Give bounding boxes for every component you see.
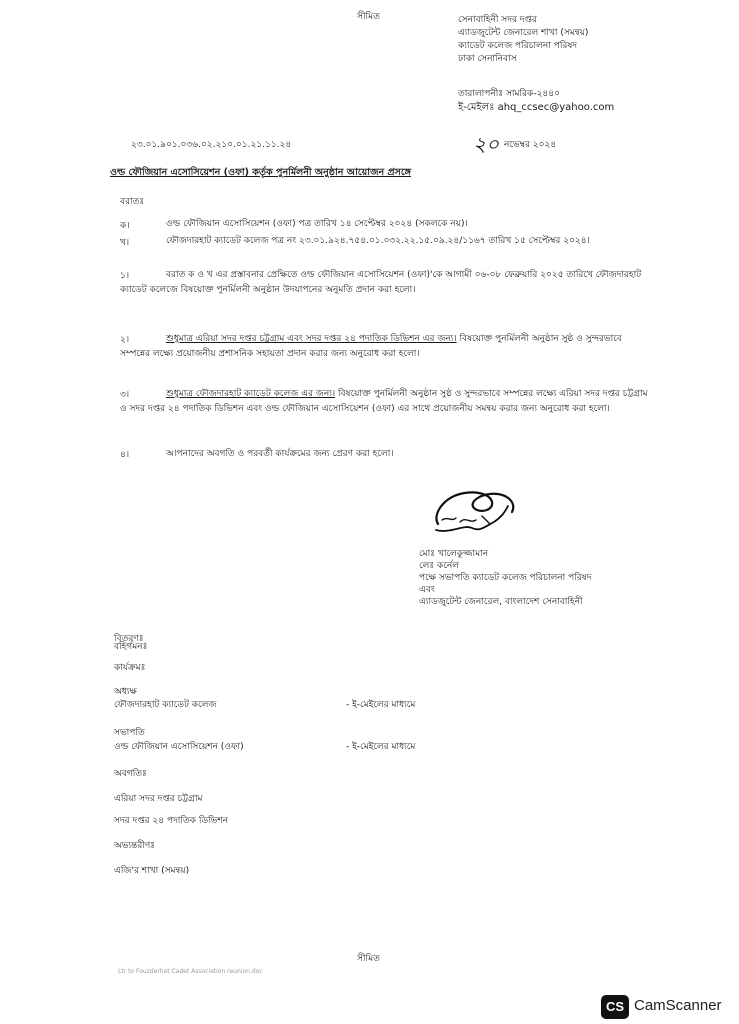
action-label: কার্যক্রমঃ	[114, 663, 146, 673]
handwritten-signature	[430, 484, 522, 542]
action-via: - ই-মেইলের মাধ্যমে	[346, 742, 416, 752]
paragraph-marker: ২।	[120, 335, 130, 345]
paragraph-marker: ৪।	[120, 450, 130, 460]
info-label: অবগতিঃ	[114, 769, 147, 779]
subject-line: ওল্ড ফৌজিয়ান এসোসিয়েশন (ওফা) কর্তৃক পুনর্মিলনী অনুষ্ঠান আয়োজন প্রসঙ্গে	[110, 167, 411, 178]
internal-item: এজি'র শাখা (সমন্বয়)	[114, 866, 190, 876]
paragraph-2-lead: শুধুমাত্র এরিয়া সদর দপ্তর চট্টগ্রাম এবং সদর দপ্তর ২৪ পদাতিক ডিভিশন এর জন্য।	[166, 334, 457, 344]
date-month-year: নভেম্বর ২০২৪	[504, 140, 557, 150]
paragraph-1: বরাত ক ও খ এর প্রস্তাবনার প্রেক্ষিতে ওল্ড ফৌজিয়ান এসোসিয়েশন (ওফা)'কে আগামী ০৬-০৮ ফেব্রুয়ারি ২০২৫ তারিখে ফৌজদারহাট ক্যাডেট কলেজে বিষয়োক্ত পুনর্মিলনী অনুষ্ঠান উদযাপনের অনুমতি প্রদান করা হলো।	[120, 270, 642, 295]
sender-line: এ্যাডজুটেন্ট জেনারেল শাখা (সমন্বয়)	[458, 28, 589, 38]
paragraph-2-body: বিষয়োক্ত পুনর্মিলনী অনুষ্ঠান সুষ্ঠ ও সুন্দরভাবে সম্পন্নের লক্ষ্যে প্রয়োজনীয় প্রশাসনিক সহায়তা প্রদান করার জন্য অনুরোধ করা হলো।	[120, 334, 622, 359]
signatory-rank: লেঃ কর্নেল	[419, 561, 460, 571]
camscanner-label: CamScanner	[634, 997, 722, 1014]
action-name: ফৌজদারহাট ক্যাডেট কলেজ	[114, 700, 217, 710]
action-title: অধ্যক্ষ	[114, 687, 137, 697]
references-label: বরাতঃ	[120, 197, 145, 207]
reference-text: ওল্ড ফৌজিয়ান এসোসিয়েশন (ওফা) পত্র তারিখ ১৪ সেপ্টেম্বর ২০২৪ (সকলকে নয়)।	[166, 219, 468, 229]
paragraph-3-body: বিষয়োক্ত পুনর্মিলনী অনুষ্ঠান সুষ্ঠ ও সুন্দরভাবে সম্পন্নের লক্ষ্যে এরিয়া সদর দপ্তর চট্টগ্রাম ও সদর দপ্তর ২৪ পদাতিক ডিভিশন এবং ওল্ড ফৌজিয়ান এসোসিয়েশন (ওফা) এর সাথে প্রয়োজনীয় সমন্বয় করার জন্য অনুরোধ করা হলো।	[120, 389, 648, 414]
sender-line: ক্যাডেট কলেজ পরিচালনা পরিষদ	[458, 41, 578, 51]
classification-top: সীমিত	[357, 12, 380, 22]
external-label-text: বহির্গমনঃ	[114, 642, 148, 652]
signatory-name: মোঃ খালেকুজ্জামান	[419, 549, 489, 559]
paragraph-marker: ১।	[120, 271, 130, 281]
signature-block	[419, 548, 591, 608]
footer-file-reference: Ltr to Fouzderhat Cadet Association reunion.doc	[118, 968, 263, 975]
reference-text: ফৌজদারহাট ক্যাডেট কলেজ পত্র নং ২৩.০১.৯২৪.৭৫৪.০১.০৩২.২২.১৫.০৯.২৪/১১৬৭ তারিখ ১৫ সেপ্টেম্বর ২০২৪।	[166, 236, 590, 246]
paragraph-3-lead: শুধুমাত্র ফৌজদারহাট ক্যাডেট কলেজ এর জন্য।	[166, 389, 336, 399]
date-day-handwritten: ২০	[473, 132, 500, 156]
reference-number: ২৩.০১.৯০১.০৩৬.০২.২১০.০১.২১.১১.২৪	[131, 140, 292, 150]
signatory-line: এবং	[419, 585, 435, 595]
paragraph-3	[120, 387, 650, 417]
action-via: - ই-মেইলের মাধ্যমে	[346, 700, 416, 710]
signatory-line: পক্ষে সভাপতি ক্যাডেট কলেজ পরিচালনা পরিষদ	[419, 573, 592, 583]
paragraph-2	[120, 332, 650, 362]
info-item: সদর দপ্তর ২৪ পদাতিক ডিভিশন	[114, 816, 229, 826]
sender-email: ই-মেইলঃ ahq_ccsec@yahoo.com	[458, 102, 615, 113]
distribution-label: বিতরণঃ	[114, 634, 144, 644]
sender-address	[458, 14, 588, 66]
camscanner-logo-icon: CS	[601, 995, 629, 1019]
classification-bottom: সীমিত	[357, 954, 380, 964]
reference-marker: ক।	[120, 221, 130, 231]
sender-line: ঢাকা সেনানিবাস	[458, 54, 517, 64]
action-name: ওল্ড ফৌজিয়ান এসোসিয়েশন (ওফা)	[114, 742, 244, 752]
action-title: সভাপতি	[114, 728, 145, 738]
reference-marker: খ।	[120, 238, 130, 248]
paragraph-4: আপনাদের অবগতি ও পরবর্তী কার্যক্রমের জন্য প্রেরণ করা হলো।	[166, 449, 394, 459]
signatory-line: এ্যাডজুটেন্ট জেনারেল, বাংলাদেশ সেনাবাহিনী	[419, 597, 583, 607]
sender-phone: তারালাপনীঃ সামরিক-২৪৪০	[458, 89, 560, 99]
info-item: এরিয়া সদর দপ্তর চট্টগ্রাম	[114, 794, 203, 804]
sender-line: সেনাবাহিনী সদর দপ্তর	[458, 15, 537, 25]
internal-label: অভ্যন্তরীণঃ	[114, 841, 156, 851]
paragraph-marker: ৩।	[120, 390, 130, 400]
